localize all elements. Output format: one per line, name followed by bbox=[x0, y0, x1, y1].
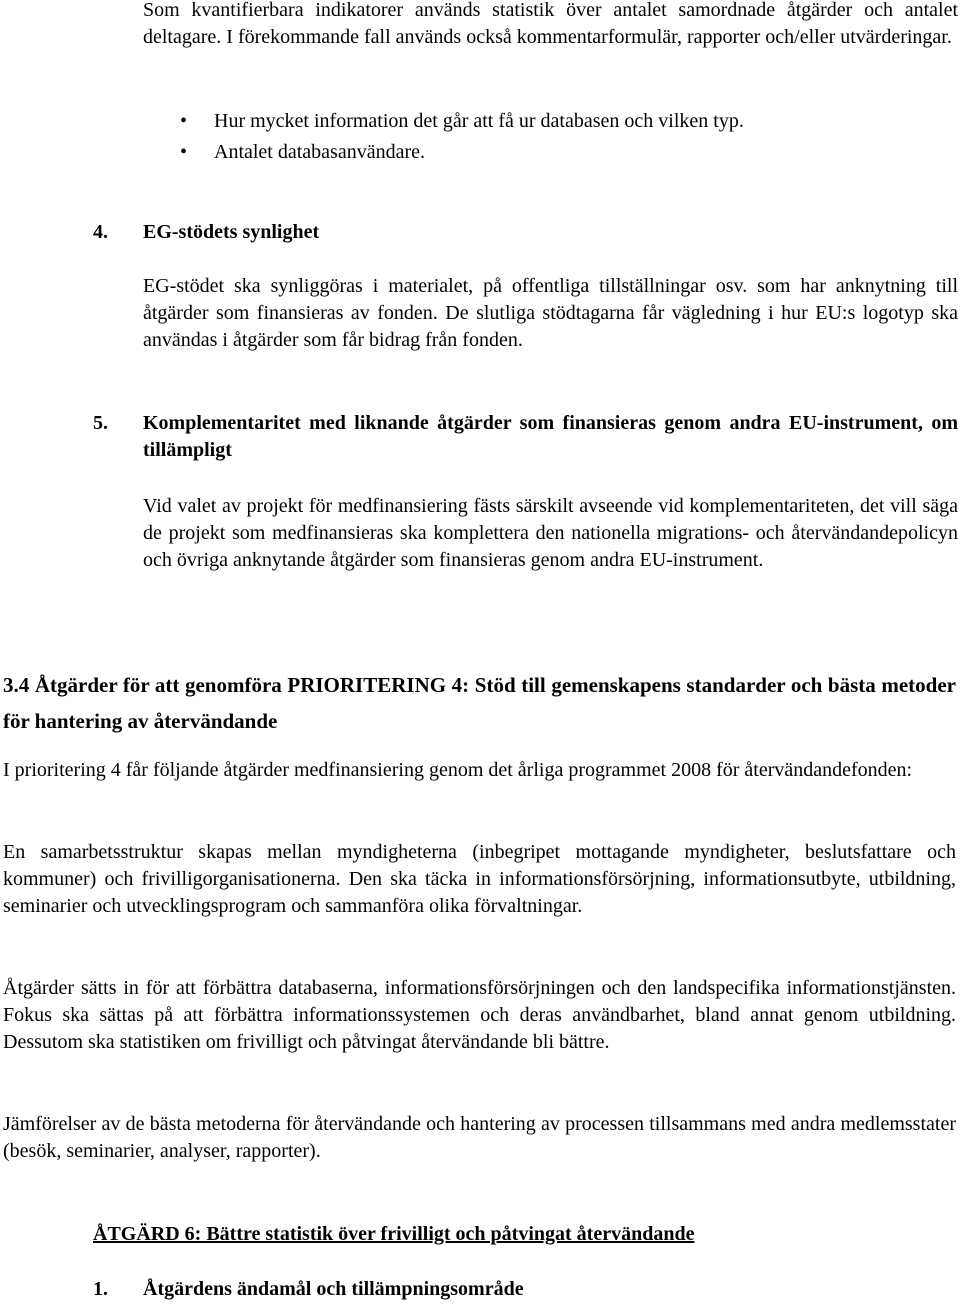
body-paragraph: I prioritering 4 får följande åtgärder medfinansiering genom det årliga programmet 2008 för återvändandefonden: bbox=[3, 759, 913, 781]
section-heading: Åtgärdens ändamål och tillämpningsområde bbox=[143, 1278, 524, 1300]
intro-paragraph: Som kvantifierbara indikatorer används statistik över antalet samordnade åtgärder och antalet deltagare. I förekommande fall används också kommentarformulär, rapporter och/eller utvärderingar. bbox=[143, 0, 958, 48]
bullet-item: Antalet databasanvändare. bbox=[214, 141, 426, 163]
section-body: Vid valet av projekt för medfinansiering fästs särskilt avseende vid komplementariteten, det vill säga de projekt som medfinansieras ska komplettera den nationella migrations- och återvändandepolicyn och övriga anknytande åtgärder som finansieras genom andra EU-instrument. bbox=[143, 495, 958, 571]
section-body: EG-stödet ska synliggöras i materialet, på offentliga tillställningar osv. som har anknytning till åtgärder som finansieras av fonden. De slutliga stödtagarna får vägledning i hur EU:s logotyp ska användas i åtgärder som får bidrag från fonden. bbox=[143, 275, 958, 351]
body-paragraph: Åtgärder sätts in för att förbättra databaserna, informationsförsörjningen och den landspecifika informationstjänsten. Fokus ska sättas på att förbättra informationssystemen och deras användbarhet, bland annat genom utbildning. Dessutom ska statistiken om frivilligt och påtvingat återvändande bli bättre. bbox=[3, 977, 956, 1053]
bullet-icon: • bbox=[180, 110, 188, 132]
bullet-icon: • bbox=[180, 141, 188, 163]
section-heading: EG-stödets synlighet bbox=[143, 221, 320, 243]
section-number: 4. bbox=[93, 221, 108, 243]
section-number: 5. bbox=[93, 412, 108, 434]
body-paragraph: En samarbetsstruktur skapas mellan myndigheterna (inbegripet mottagande myndigheter, beslutsfattare och kommuner) och frivilligorganisationerna. Den ska täcka in informationsförsörjning, informationsutbyte, utbildning, seminarier och utvecklingsprogram och sammanföra olika förvaltningar. bbox=[3, 841, 956, 917]
bullet-item: Hur mycket information det går att få ur databasen och vilken typ. bbox=[214, 110, 744, 132]
section-number: 1. bbox=[93, 1278, 108, 1300]
section-heading: 3.4 Åtgärder för att genomföra PRIORITERING 4: Stöd till gemenskapens standarder och bästa metoder för hantering av återvändande bbox=[3, 673, 956, 733]
section-heading: Komplementaritet med liknande åtgärder som finansieras genom andra EU-instrument, om tillämpligt bbox=[143, 412, 958, 461]
body-paragraph: Jämförelser av de bästa metoderna för återvändande och hantering av processen tillsammans med andra medlemsstater (besök, seminarier, analyser, rapporter). bbox=[3, 1113, 956, 1162]
action-heading: ÅTGÄRD 6: Bättre statistik över frivilligt och påtvingat återvändande bbox=[93, 1223, 695, 1245]
